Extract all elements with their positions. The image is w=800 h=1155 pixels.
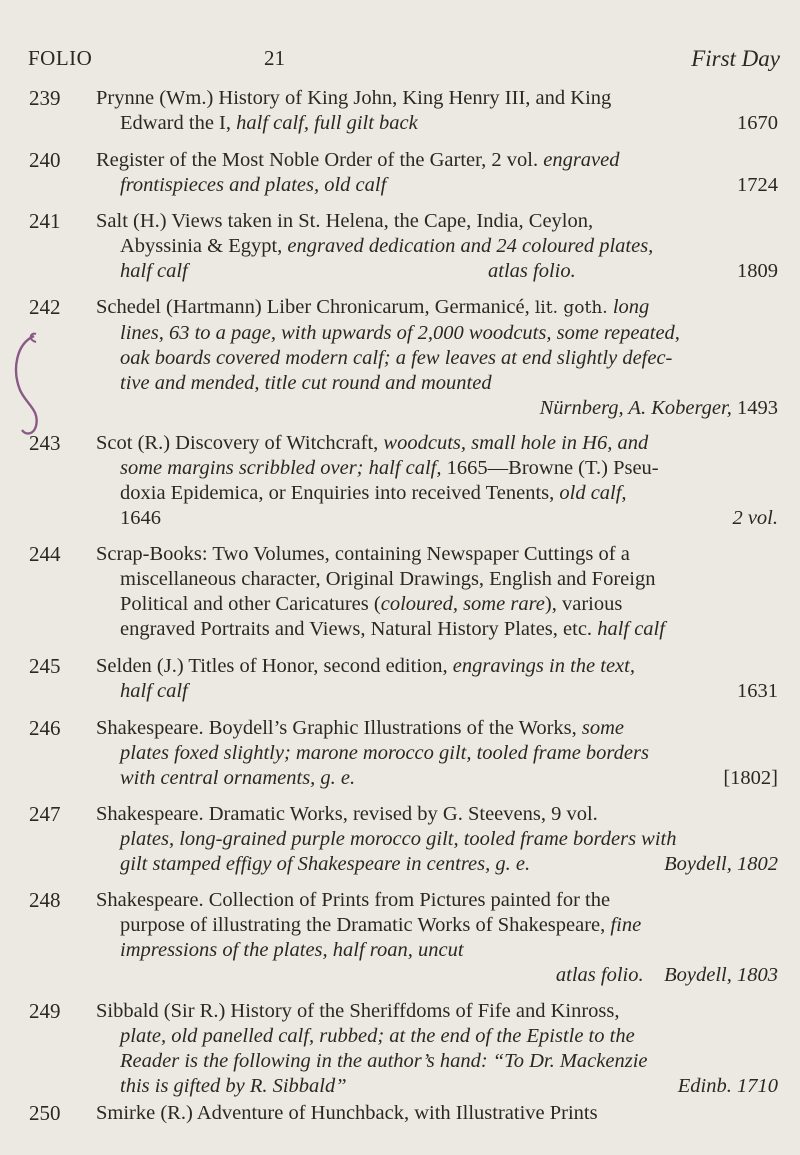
lot-line: with central ornaments, g. e. [1802] <box>120 767 778 789</box>
folio-heading: FOLIO <box>28 46 93 70</box>
lot-line: gilt stamped effigy of Shakespeare in centres, g. e. Boydell, 1802 <box>120 853 778 875</box>
lot-line: half calf atlas folio. 1809 <box>120 260 778 282</box>
lot-line: plates foxed slightly; marone morocco gilt, tooled frame borders <box>120 742 649 764</box>
lot-number: 240 <box>29 148 61 172</box>
handwritten-margin-mark-icon <box>6 330 46 440</box>
sale-day-heading: First Day <box>691 46 780 71</box>
lot-line: Smirke (R.) Adventure of Hunchback, with Illustrative Prints <box>96 1102 598 1124</box>
lot-line: half calf 1631 <box>120 680 778 702</box>
lot-line: atlas folio. Boydell, 1803 <box>555 964 778 986</box>
lot-line: tive and mended, title cut round and mounted <box>120 372 492 394</box>
lot-line: this is gifted by R. Sibbald” Edinb. 1710 <box>120 1075 778 1097</box>
lot-line: 1646 2 vol. <box>120 507 778 529</box>
lot-number: 241 <box>29 209 61 233</box>
lot-line: Shakespeare. Boydell’s Graphic Illustrations of the Works, some <box>96 717 625 739</box>
lot-description <box>96 888 778 988</box>
lot-number: 242 <box>29 295 61 319</box>
lot-description <box>96 542 778 642</box>
lot-line: Nürnberg, A. Koberger, 1493 <box>539 397 778 419</box>
lot-line: Reader is the following in the author’s hand: “To Dr. Mackenzie <box>120 1050 648 1072</box>
lot-line: some margins scribbled over; half calf, 1665—Browne (T.) Pseu- <box>120 457 659 479</box>
lot-description <box>96 654 778 704</box>
lot-line: Schedel (Hartmann) Liber Chronicarum, Germanicé, lit. goth. long <box>96 296 650 318</box>
lot-description <box>96 295 778 421</box>
lot-line: frontispieces and plates, old calf 1724 <box>120 174 778 196</box>
lot-number: 244 <box>29 542 61 566</box>
lot-description <box>96 716 778 791</box>
lot-line: lines, 63 to a page, with upwards of 2,000 woodcuts, some repeated, <box>120 322 680 344</box>
lot-line: Shakespeare. Dramatic Works, revised by G. Steevens, 9 vol. <box>96 803 598 825</box>
lot-line: oak boards covered modern calf; a few leaves at end slightly defec- <box>120 347 673 369</box>
lot-line: purpose of illustrating the Dramatic Works of Shakespeare, fine <box>120 914 642 936</box>
lot-line: plate, old panelled calf, rubbed; at the end of the Epistle to the <box>120 1025 635 1047</box>
lot-line: Scot (R.) Discovery of Witchcraft, woodcuts, small hole in H6, and <box>96 432 649 454</box>
lot-line: engraved Portraits and Views, Natural History Plates, etc. half calf <box>120 618 665 640</box>
page-header <box>28 46 780 76</box>
lot-line: Sibbald (Sir R.) History of the Sheriffdoms of Fife and Kinross, <box>96 1000 620 1022</box>
lot-line: Abyssinia & Egypt, engraved dedication and 24 coloured plates, <box>120 235 654 257</box>
lot-line: Register of the Most Noble Order of the Garter, 2 vol. engraved <box>96 149 620 171</box>
lot-description <box>96 999 778 1099</box>
lot-line: doxia Epidemica, or Enquiries into received Tenents, old calf, <box>120 482 627 504</box>
lot-line: plates, long-grained purple morocco gilt, tooled frame borders with <box>120 828 677 850</box>
lot-number: 248 <box>29 888 61 912</box>
lot-line: Scrap-Books: Two Volumes, containing Newspaper Cuttings of a <box>96 543 630 565</box>
lot-line: miscellaneous character, Original Drawings, English and Foreign <box>120 568 656 590</box>
lot-number: 247 <box>29 802 61 826</box>
lot-description <box>96 1101 778 1126</box>
lot-number: 249 <box>29 999 61 1023</box>
lot-description <box>96 209 778 284</box>
lot-description <box>96 148 778 198</box>
lot-number: 239 <box>29 86 61 110</box>
lot-line: Selden (J.) Titles of Honor, second edition, engravings in the text, <box>96 655 635 677</box>
lot-number: 246 <box>29 716 61 740</box>
lot-number: 245 <box>29 654 61 678</box>
lot-line: Prynne (Wm.) History of King John, King Henry III, and King <box>96 87 612 109</box>
lot-line: Edward the I, half calf, full gilt back 1670 <box>120 112 778 134</box>
lot-line: Shakespeare. Collection of Prints from Pictures painted for the <box>96 889 611 911</box>
lot-line: Salt (H.) Views taken in St. Helena, the Cape, India, Ceylon, <box>96 210 594 232</box>
lot-line: Political and other Caricatures (coloured, some rare), various <box>120 593 623 615</box>
lot-description <box>96 86 778 136</box>
lot-number: 243 <box>29 431 61 455</box>
lot-line: impressions of the plates, half roan, uncut <box>120 939 464 961</box>
lot-description <box>96 802 778 877</box>
lot-number: 250 <box>29 1101 61 1125</box>
lot-description <box>96 431 778 531</box>
page-number: 21 <box>264 46 285 70</box>
